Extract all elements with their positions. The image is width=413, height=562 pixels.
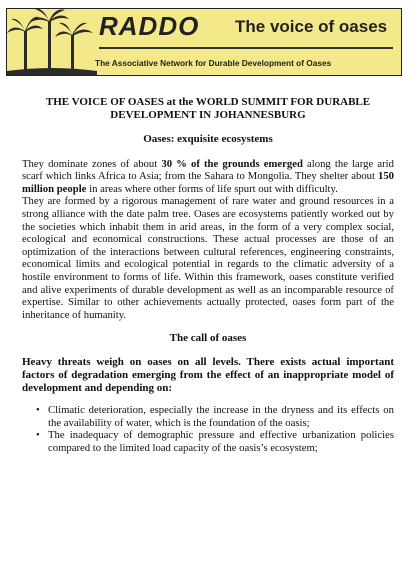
header-banner bbox=[6, 8, 402, 76]
paragraph-1: They dominate zones of about 30 % of the grounds emerged along the large arid scarf which links Africa to Asia; from the Sahara to Mongolia. They shelter about 150 million people in areas where other forms of life spurt out with difficulty. bbox=[22, 157, 394, 195]
threat-list bbox=[22, 404, 394, 454]
section-heading-call: The call of oases bbox=[169, 332, 247, 345]
paragraph-2: They are formed by a rigorous management of rare water and ground resources in a strong alliance with the date palm tree. Oases are ecosystems patiently worked out by the societies which inhabit them in arid areas, in the form of a very complex social, ecological and economical constructions. These actual processes are those of an optimization of the interactions between cultural references, engineering constraints, economical limits and ecological potential in regards to the climatic adversity of a hostile environment to forms of life. Within this framework, oases constitute verified and alive experiments of durable development as well as an incomparable resource of expertise. Similar to other achievements actually protected, oases form part of the inheritance of humanity. bbox=[22, 195, 394, 321]
page-title: THE VOICE OF OASES at the WORLD SUMMIT FOR DURABLE DEVELOPMENT IN JOHANNESBURG bbox=[45, 96, 371, 121]
lead-paragraph: Heavy threats weigh on oases on all levels. There exists actual important factors of degradation emerging from the effect of an inappropriate model of development and depending on: bbox=[22, 355, 394, 394]
list-item: • Climatic deterioration, especially the increase in the dryness and its effects on the availability of water, which is the foundation of the oasis; bbox=[36, 403, 394, 429]
palm-trees-logo bbox=[7, 9, 97, 75]
brand-tagline: The voice of oases bbox=[235, 17, 388, 36]
document-body bbox=[22, 96, 394, 454]
list-item: • The inadequacy of demographic pressure and effective urbanization policies compared to the limited load capacity of the oasis’s ecosystem; bbox=[36, 429, 394, 454]
header-divider bbox=[99, 47, 393, 49]
section-heading-ecosystems: Oases: exquisite ecosystems bbox=[143, 133, 273, 145]
brand-name: RADDO bbox=[99, 11, 200, 41]
header-subtitle: The Associative Network for Durable Development of Oases bbox=[95, 58, 332, 68]
